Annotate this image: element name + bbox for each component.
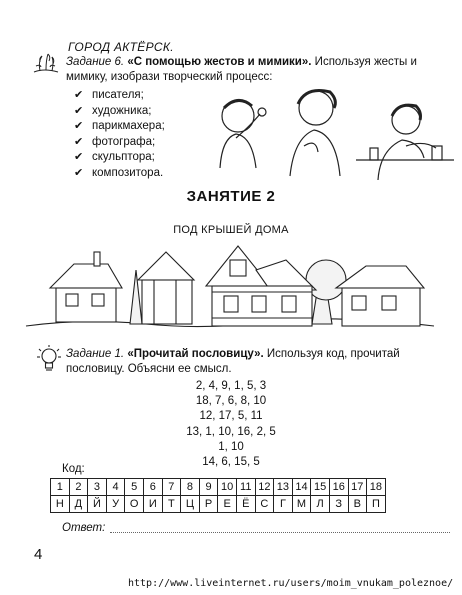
code-letter-cell: Ц	[181, 496, 200, 513]
task1-quote: «Прочитай пословицу».	[127, 348, 264, 360]
code-number-cell: 11	[236, 479, 255, 496]
code-letter-cell: Р	[199, 496, 218, 513]
answer-line[interactable]	[110, 532, 450, 533]
code-letter-cell: Й	[88, 496, 107, 513]
code-line: 14, 6, 15, 5	[202, 456, 260, 469]
code-line: 2, 4, 9, 1, 5, 3	[195, 380, 267, 392]
task6-label: Задание 6.	[66, 56, 125, 68]
task1-paragraph	[66, 347, 454, 377]
task6-text: Используя жесты и мимику, изобрази творческий процесс:	[66, 56, 417, 83]
check-mark-icon: ✔	[74, 166, 84, 179]
code-letter-cell: П	[367, 496, 386, 513]
code-letter-cell: Т	[162, 496, 181, 513]
code-letter-cell: З	[329, 496, 348, 513]
code-number-cell: 5	[125, 479, 144, 496]
list-item-label: фотографа;	[92, 135, 156, 148]
list-item-label: парикмахера;	[92, 120, 165, 133]
list-item	[74, 119, 165, 135]
code-letter-cell: В	[348, 496, 367, 513]
list-item-label: художника;	[92, 104, 152, 117]
code-number-cell: 18	[367, 479, 386, 496]
list-item	[74, 135, 165, 151]
code-letter-cell: И	[143, 496, 162, 513]
code-letter-cell: М	[292, 496, 311, 513]
code-line: 18, 7, 6, 8, 10	[195, 395, 267, 408]
code-number-cell: 16	[329, 479, 348, 496]
code-line: 13, 1, 10, 16, 2, 5	[186, 425, 276, 438]
code-number-cell: 1	[51, 479, 70, 496]
check-mark-icon: ✔	[74, 104, 84, 117]
children-illustration	[206, 86, 456, 182]
flower-sprig-icon	[32, 52, 60, 76]
code-number-cell: 6	[143, 479, 162, 496]
lightbulb-icon	[36, 344, 62, 374]
code-number-cell: 12	[255, 479, 274, 496]
profession-list	[74, 88, 165, 182]
task6-paragraph	[66, 55, 454, 85]
code-letter-cell: У	[106, 496, 125, 513]
task1-text: Используя код, прочитай пословицу. Объясни ее смысл.	[66, 348, 400, 375]
task6-quote: «С помощью жестов и мимики».	[127, 56, 312, 68]
list-item-label: скульптора;	[92, 151, 155, 164]
code-number-cell: 14	[292, 479, 311, 496]
lesson-title: ЗАНЯТИЕ 2	[186, 188, 276, 205]
code-letter-cell: О	[125, 496, 144, 513]
answer-label: Ответ:	[62, 522, 106, 534]
page-number: 4	[34, 546, 43, 563]
list-item	[74, 166, 165, 182]
code-label: Код:	[62, 463, 85, 475]
code-number-cell: 17	[348, 479, 367, 496]
task1-label: Задание 1.	[66, 348, 125, 360]
check-mark-icon: ✔	[74, 135, 84, 148]
code-letter-cell: Е	[218, 496, 237, 513]
code-number-cell: 2	[69, 479, 88, 496]
code-number-cell: 7	[162, 479, 181, 496]
table-row	[51, 496, 386, 513]
code-line: 12, 17, 5, 11	[199, 410, 263, 423]
list-item-label: писателя;	[92, 89, 144, 101]
source-url: http://www.liveinternet.ru/users/moim_vnukam_poleznoe/	[128, 578, 454, 589]
list-item	[74, 104, 165, 120]
code-letter-cell: Л	[311, 496, 330, 513]
check-mark-icon: ✔	[74, 120, 84, 133]
section-title: ПОД КРЫШЕЙ ДОМА	[173, 224, 289, 236]
city-title: ГОРОД АКТЁРСК.	[68, 40, 174, 54]
houses-illustration	[26, 240, 434, 336]
code-number-cell: 10	[218, 479, 237, 496]
table-row	[51, 479, 386, 496]
list-item	[74, 88, 165, 104]
code-line: 1, 10	[218, 440, 244, 453]
code-letter-cell: Ё	[236, 496, 255, 513]
check-mark-icon: ✔	[74, 89, 84, 101]
code-number-cell: 4	[106, 479, 125, 496]
code-lines	[0, 379, 462, 470]
code-number-cell: 8	[181, 479, 200, 496]
code-table	[50, 478, 386, 513]
code-number-cell: 13	[274, 479, 293, 496]
list-item-label: композитора.	[92, 166, 164, 179]
list-item	[74, 150, 165, 166]
code-number-cell: 9	[199, 479, 218, 496]
code-number-cell: 3	[88, 479, 107, 496]
code-number-cell: 15	[311, 479, 330, 496]
check-mark-icon: ✔	[74, 151, 84, 164]
code-letter-cell: С	[255, 496, 274, 513]
code-letter-cell: Д	[69, 496, 88, 513]
code-letter-cell: Н	[51, 496, 70, 513]
code-letter-cell: Г	[274, 496, 293, 513]
